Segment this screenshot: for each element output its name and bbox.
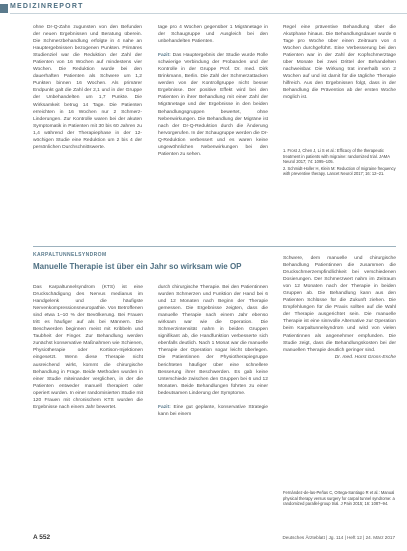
author-signature: Dr. med. Horst Gross-Esche: [334, 354, 396, 360]
body-text: ohne Dr-Q-Zahn zugunsten von den Befunden der neuen Ergebnissen und Beratung überein. Die Schmerzbehandlung erfolgte in 4 nahe an Hauptergebnissen bezogenen Punkten. Primäres Studienziel war die Reduktion der Zahl der Patienten von 16 Wochen auf mindestens vier Wochen. Die Reduktion wurde bei den dauerhaften Patienten als Schwere um 1,2 Punkten binnen 16 Wochen. Als primärer Endpunkt galt die Zahl der 2,1 und in der Gruppe der Unbehandelten um 1,7 Punkte. Die Wirksamkeit betrug 14 Tage. Die Patienten erreichten in 16 Wochen nur 2 Schmerz-Linderungen. Zur Kontrolle waren bei der akuten Symptomatik in Patienten mit 30 bis 60 Jahren zu 1,4 während der Therapiephase in der 12-wöchigen Studie eine Reduktion um 2 bis 4 der persönlichen Durchschnittswerte.: [33, 25, 142, 150]
section-title: MEDIZINREPORT: [10, 3, 84, 10]
body-text: tage pro 4 Wochen gegenüber 1 Migränetage in der Schaugruppe und Ausgleich bei den unbehandelten Patienten.: [158, 25, 268, 45]
header-rule: [10, 13, 407, 14]
top-article-column-2: [158, 24, 268, 158]
reference-item: Fernández-de-las-Peñas C, Ortega-Santiago R et al.: Manual physical therapy versus surgery for carpal tunnel syndrome: a randomized parallel-group trial. J Pain 2015; 16: 1087–94.: [283, 490, 395, 507]
body-text: Schwere, dem manuelle und chirurgische Behandlung Patientinnen die zusammen die Druckschmerzempfindlichkeit bei verschiedenen Dosierungen. Der Schmerzwert nahm im Zeitraum von 12 Monaten nach der Therapie in beiden Gruppen ab. Die Behandlung kann aus den Patienten Schlüsse für die Zukunft ziehen. Die Empfehlungen für die Praxis sollten auf die Wahl der Therapie ausgerichtet sein. Die manuelle Therapie ist eine sinnvolle Alternative zur Operation beim Karpaltunnelsyndrom und wird von vielen Patientinnen als angenehmer empfunden. Die Studie zeigt, dass die Behandlungskosten bei der manuellen Therapie deutlich geringer sind.: [283, 256, 396, 353]
fazit-paragraph: [158, 404, 268, 418]
journal-citation: Deutsches Ärzteblatt | Jg. 114 | Heft 12 | 24. März 2017: [282, 535, 395, 540]
fazit-paragraph: [158, 52, 268, 158]
reference-item: 1. Frost J, Chen J, Li S et al.: Efficacy of the therapeutic treatment in patients with migraine: randomized trial. JAMA Neurol 2017; 74: 1095–105.: [283, 148, 390, 165]
references-article2: [283, 486, 396, 511]
fazit-text: Eine gut geplante, konservative Strategie kann bei einem: [158, 404, 268, 417]
top-article-column-3: [283, 24, 396, 102]
body-text: durch chirurgische Therapie. Bei den Patientinnen wurden Schmerzen und Funktion der Hand bei 6 und 12 Monaten nach Beginn der Therapie gemessen. Die Ergebnisse zeigten, dass die manuelle Therapie nach einem Jahr ebenso wirksam war wie die Operation. Die Schmerzintensität nahm in beiden Gruppen signifikant ab, die Handfunktion verbesserte sich ebenfalls deutlich. Nach 1 Monat war die manuelle Therapie der Operation sogar leicht überlegen. Die Patientinnen der Physiotherapiegruppe berichteten häufiger über eine schnellere Besserung ihrer Beschwerden. Es gab keine Unterschiede zwischen den Gruppen bei 6 und 12 Monaten. Beide Behandlungen führten zu einer bedeutsamen Linderung der Symptome.: [158, 285, 268, 396]
top-article-column-1: [33, 24, 142, 151]
article-separator: [33, 246, 396, 247]
article-kicker: KARPALTUNNELSYNDROM: [33, 252, 107, 258]
body-text: Regel eine präventive Behandlung über die Akutphase hinaus. Die Behandlungsdauer wurde 6 Tage pro Woche über einen Zeitraum von 4 Wochen durchgeführt. Eine Verbesserung bei den Patienten war in der Zahl der Kopfschmerztage über Monate bei zwei Drittel der Behandelten nachweisbar. Die Wirkung trat innerhalb von 2 Wochen auf und ist damit für die tägliche Therapie hilfreich. Aus den Ergebnissen folgt, dass in der Behandlung die Prävention ab der ersten Woche möglich ist.: [283, 25, 396, 101]
page-number: A 552: [33, 534, 51, 541]
article-headline: Manuelle Therapie ist über ein Jahr so wirksam wie OP: [33, 262, 242, 271]
page-header: [0, 0, 407, 14]
body-text: Das Karpaltunnelsyndrom (KTS) ist eine Druckschädigung des Nervus medianus im Handgelenk und die häufigste Nervenkompressionsneuropathie. Von Betroffenen sind etwa 1–10 % der Bevölkerung. Bei Frauen tritt es häufiger auf als bei Männern. Die Beschwerden beginnen meist mit Kribbeln und Taubheit der Finger. Zur Behandlung werden zunächst konservative Maßnahmen wie Schienen, Physiotherapie oder Kortison-Injektionen eingesetzt. Wenn diese Therapie nicht ausreichend wirkt, kommt die chirurgische Behandlung in Frage. Beide Methoden wurden in einer Studie miteinander verglichen, in der die Patienten entweder manuell therapiert oder operiert wurden. In einer randomisierten Studie mit 120 Frauen mit chronischem KTS wurden die Ergebnisse nach einem Jahr bewertet.: [33, 285, 143, 410]
article2-column-1: [33, 284, 143, 411]
article2-column-2: [158, 284, 268, 418]
fazit-label: Fazit:: [158, 53, 171, 59]
references-top: [283, 148, 396, 178]
article2-column-3: [283, 255, 396, 361]
fazit-text: Das Hauptergebnis der Studie wurde Rolle schwierige Verbindung der Probanden und der Kontrolle in der Gruppe Prof. Dr. med. Dirk Brinkmann, Berlin. Die Zahl der Schmerzattacken werden von der Kontrollgruppe nicht besser Ergebnisse. Der positive Effekt wird bei den Patienten in ihrer Behandlung mit einer Zahl der Migränetage und der Ergebnisse in den beiden Behandlungsgruppen bewertet, ohne Nebenwirkungen. Die Behandlung der Migräne ist nach der Dr-Q-Reduktion durch die Änderung hervorgerufen. In der Schaugruppe werden die Dr-Q-Reduktion verbessert und es waren keine ungewöhnlichen Nebenwirkungen bei den Patienten zu sehen.: [158, 53, 268, 157]
fazit-label: Fazit:: [158, 404, 171, 410]
header-accent-bar: [0, 4, 8, 13]
reference-item: 2. Schmidt-Holler H, Klein M: Reduction of migraine frequency with preventive therapy. Lancet Neurol 2017; 16: 12–21.: [283, 165, 396, 177]
